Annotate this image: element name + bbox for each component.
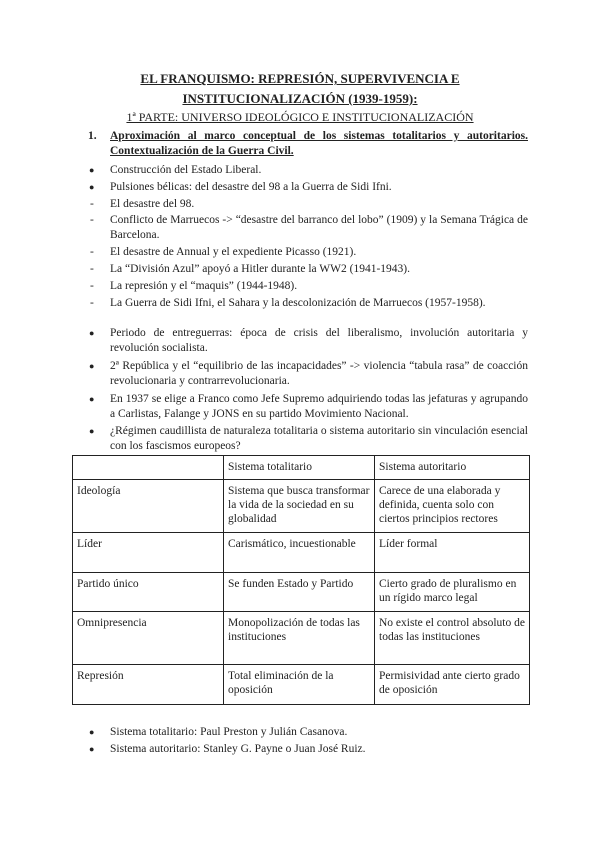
- bullet-marker: ●: [89, 182, 95, 192]
- page-subtitle: 1ª PARTE: UNIVERSO IDEOLÓGICO E INSTITUCIONALIZACIÓN: [126, 110, 474, 124]
- list-item: Conflicto de Marruecos -> “desastre del barranco del lobo” (1909) y la Semana Trágica de Barcelona.: [110, 214, 528, 241]
- dash-marker: -: [90, 263, 94, 275]
- table-cell: Líder formal: [375, 533, 530, 573]
- table-header-cell: Sistema totalitario: [224, 456, 375, 480]
- dash-marker: -: [90, 280, 94, 292]
- table-cell: Total eliminación de la oposición: [224, 665, 375, 705]
- page-title-line-1: EL FRANQUISMO: REPRESIÓN, SUPERVIVENCIA E: [140, 71, 460, 86]
- list-item: Construcción del Estado Liberal.: [110, 164, 262, 176]
- table-cell: Cierto grado de pluralismo en un rígido marco legal: [375, 573, 530, 612]
- table-cell: Monopolización de todas las instituciones: [224, 612, 375, 665]
- table-header-cell: [73, 456, 224, 480]
- table-cell: Permisividad ante cierto grado de oposición: [375, 665, 530, 705]
- table-row: [73, 665, 530, 705]
- section-title: Aproximación al marco conceptual de los sistemas totalitarios y autoritarios. Contextualización de la Guerra Civil.: [110, 130, 528, 157]
- section-number: 1.: [88, 130, 97, 142]
- table-cell: Represión: [73, 665, 224, 705]
- list-item: Periodo de entreguerras: época de crisis del liberalismo, involución autoritaria y revolución socialista.: [110, 327, 528, 354]
- table-cell: Líder: [73, 533, 224, 573]
- list-item: La Guerra de Sidi Ifni, el Sahara y la descolonización de Marruecos (1957-1958).: [110, 297, 486, 309]
- list-item: La “División Azul” apoyó a Hitler durante la WW2 (1941-1943).: [110, 263, 410, 275]
- comparison-table: [72, 455, 530, 705]
- dash-marker: -: [90, 214, 94, 226]
- list-item: Pulsiones bélicas: del desastre del 98 a la Guerra de Sidi Ifni.: [110, 181, 392, 193]
- table-header-row: [73, 456, 530, 480]
- list-item: 2ª República y el “equilibrio de las incapacidades” -> violencia “tabula rasa” de coacción revolucionaria y contrarrevolucionaria.: [110, 360, 528, 387]
- dash-marker: -: [90, 198, 94, 210]
- table-row: [73, 612, 530, 665]
- bullet-marker: ●: [89, 165, 95, 175]
- page-title-line-2: INSTITUCIONALIZACIÓN (1939-1959):: [182, 91, 418, 106]
- bullet-marker: ●: [89, 727, 95, 737]
- list-item: En 1937 se elige a Franco como Jefe Supremo adquiriendo todas las jefaturas y agrupando a Carlistas, Falange y JONS en su partido Movimiento Nacional.: [110, 393, 528, 420]
- list-item: El desastre de Annual y el expediente Picasso (1921).: [110, 246, 357, 258]
- table-cell: Partido único: [73, 573, 224, 612]
- list-item: El desastre del 98.: [110, 198, 195, 210]
- table-header-cell: Sistema autoritario: [375, 456, 530, 480]
- table-cell: Se funden Estado y Partido: [224, 573, 375, 612]
- bullet-marker: ●: [89, 426, 95, 436]
- bullet-marker: ●: [89, 328, 95, 338]
- bullet-marker: ●: [89, 394, 95, 404]
- list-item: ¿Régimen caudillista de naturaleza totalitaria o sistema autoritario sin vinculación esencial con los fascismos europeos?: [110, 425, 528, 452]
- table-cell: Sistema que busca transformar la vida de la sociedad en su globalidad: [224, 480, 375, 533]
- table-row: [73, 480, 530, 533]
- bullet-marker: ●: [89, 744, 95, 754]
- list-item: La represión y el “maquis” (1944-1948).: [110, 280, 298, 292]
- table-row: [73, 533, 530, 573]
- table-cell: Ideología: [73, 480, 224, 533]
- dash-marker: -: [90, 246, 94, 258]
- dash-marker: -: [90, 297, 94, 309]
- list-item: Sistema autoritario: Stanley G. Payne o Juan José Ruiz.: [110, 743, 366, 755]
- table-cell: Carismático, incuestionable: [224, 533, 375, 573]
- bullet-marker: ●: [89, 361, 95, 371]
- table-cell: Omnipresencia: [73, 612, 224, 665]
- list-item: Sistema totalitario: Paul Preston y Julián Casanova.: [110, 726, 348, 738]
- table-cell: No existe el control absoluto de todas las instituciones: [375, 612, 530, 665]
- table-row: [73, 573, 530, 612]
- table-cell: Carece de una elaborada y definida, cuenta solo con ciertos principios rectores: [375, 480, 530, 533]
